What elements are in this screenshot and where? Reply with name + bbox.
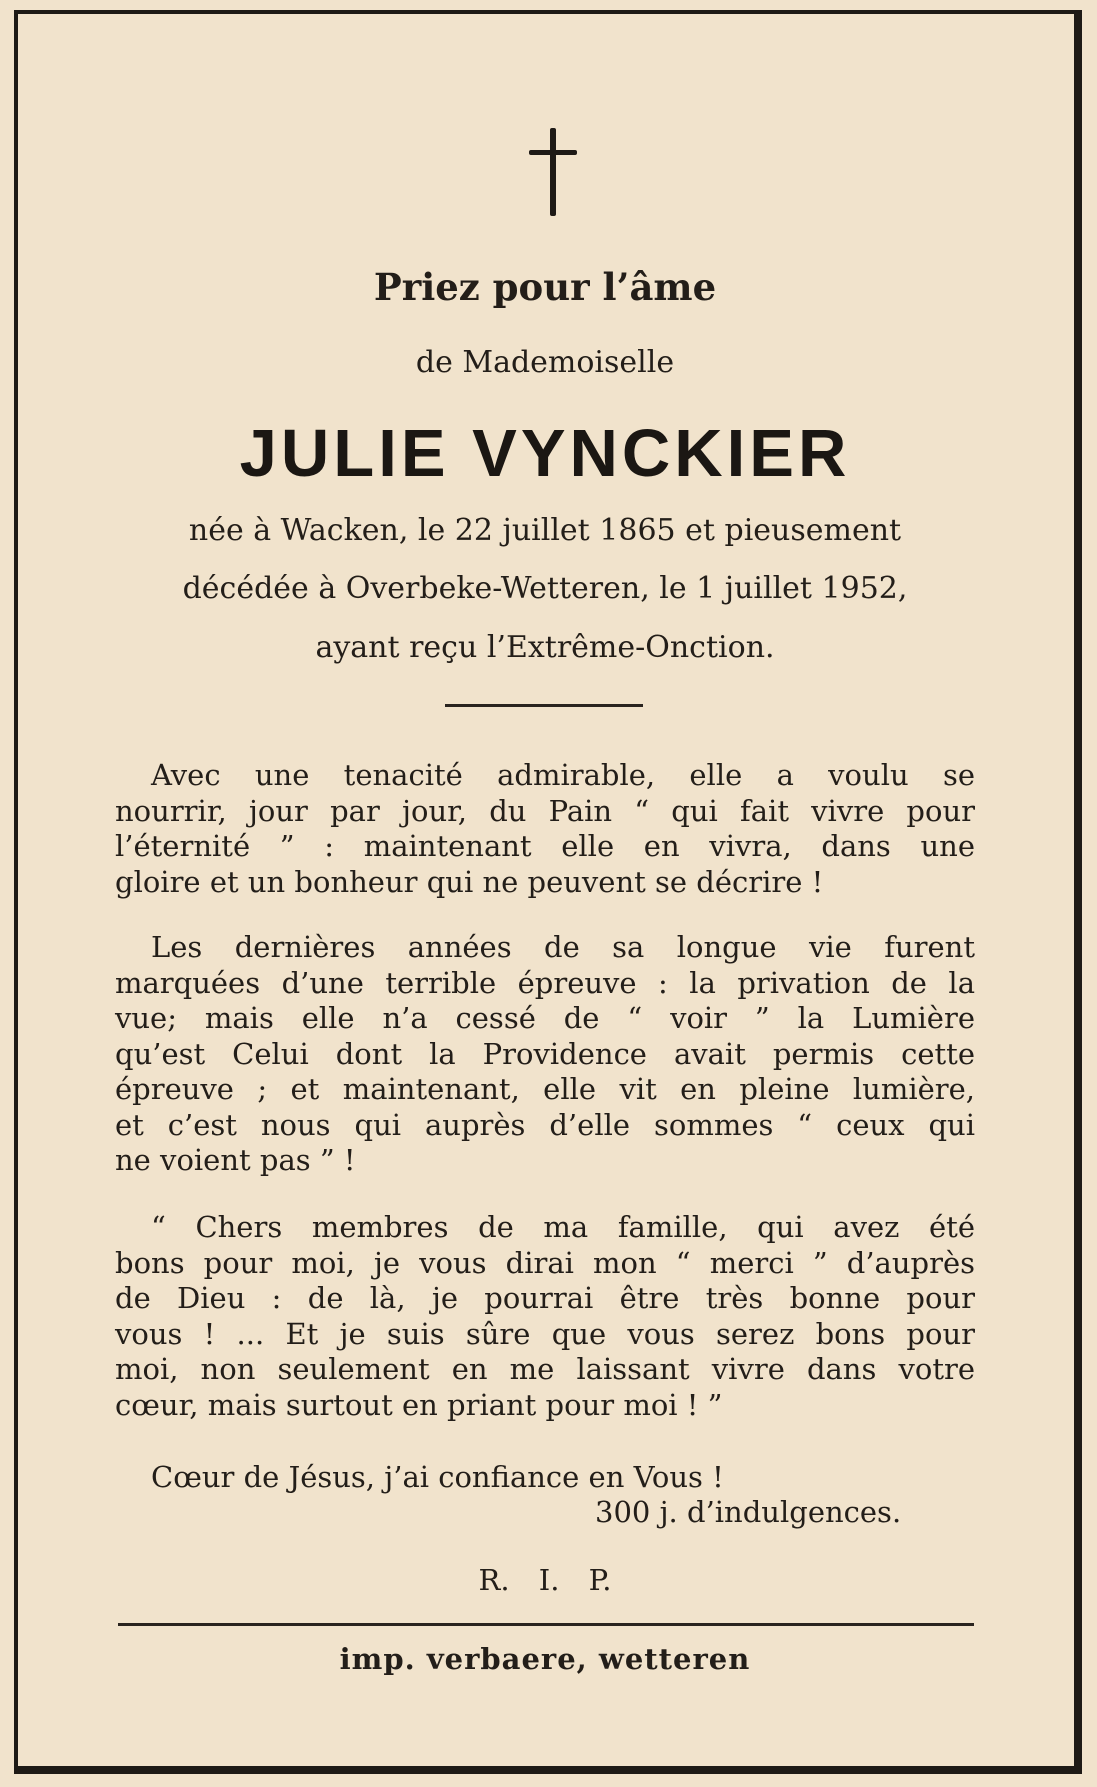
paragraph-line: épreuve ; et maintenant, elle vit en pleine lumière, — [115, 1072, 975, 1106]
bio-line-sacrament: ayant reçu l’Extrême-Onction. — [315, 630, 775, 665]
paragraph-line: cœur, mais surtout en priant pour moi ! ” — [115, 1387, 723, 1422]
paragraph-line: gloire et un bonheur qui ne peuvent se décrire ! — [115, 864, 824, 899]
paragraph-line: vue; mais elle n’a cessé de “ voir ” la Lumière — [115, 1001, 975, 1035]
header-title: Priez pour l’âme — [373, 265, 717, 309]
paragraph-line: qu’est Celui dont la Providence avait permis cette — [115, 1036, 975, 1071]
paragraph-line: bons pour moi, je vous dirai mon “ merci ” d’auprès — [115, 1245, 975, 1280]
paragraph-farewell-quote — [115, 1210, 975, 1423]
paragraph-eucharist — [115, 758, 975, 900]
prayer-line: Cœur de Jésus, j’ai confiance en Vous ! — [151, 1460, 724, 1494]
paragraph-line: vous ! ... Et je suis sûre que vous serez bons pour — [115, 1316, 975, 1351]
paragraph-line: nourrir, jour par jour, du Pain “ qui fait vivre pour — [115, 793, 975, 828]
paragraph-line: ne voient pas ” ! — [115, 1143, 356, 1177]
paragraph-line: marquées d’une terrible épreuve : la privation de la — [115, 965, 975, 1000]
indulgence-note: 300 j. d’indulgences. — [595, 1495, 902, 1529]
deceased-name: JULIE VYNCKIER — [239, 416, 851, 491]
paragraph-line: et c’est nous qui auprès d’elle sommes “ ceux qui — [115, 1107, 975, 1142]
bio-line-death: décédée à Overbeke-Wetteren, le 1 juillet 1952, — [182, 571, 908, 606]
paragraph-blindness — [115, 930, 975, 1179]
divider-rule — [445, 704, 643, 707]
bio-line-birth: née à Wacken, le 22 juillet 1865 et pieusement — [188, 513, 902, 548]
paragraph-line: l’éternité ” : maintenant elle en vivra, dans une — [115, 829, 975, 863]
paragraph-line: Avec une tenacité admirable, elle a voulu se — [151, 758, 975, 792]
paragraph-line: Les dernières années de sa longue vie furent — [151, 930, 975, 964]
paragraph-line: moi, non seulement en me laissant vivre dans votre — [115, 1352, 975, 1386]
printer-imprint: imp. verbaere, wetteren — [339, 1642, 751, 1676]
bottom-rule — [118, 1623, 974, 1626]
rip-text: R. I. P. — [478, 1563, 612, 1597]
paragraph-line: de Dieu : de là, je pourrai être très bonne pour — [115, 1281, 975, 1315]
header-subtitle: de Mademoiselle — [415, 345, 675, 380]
paragraph-line: “ Chers membres de ma famille, qui avez été — [151, 1210, 975, 1244]
